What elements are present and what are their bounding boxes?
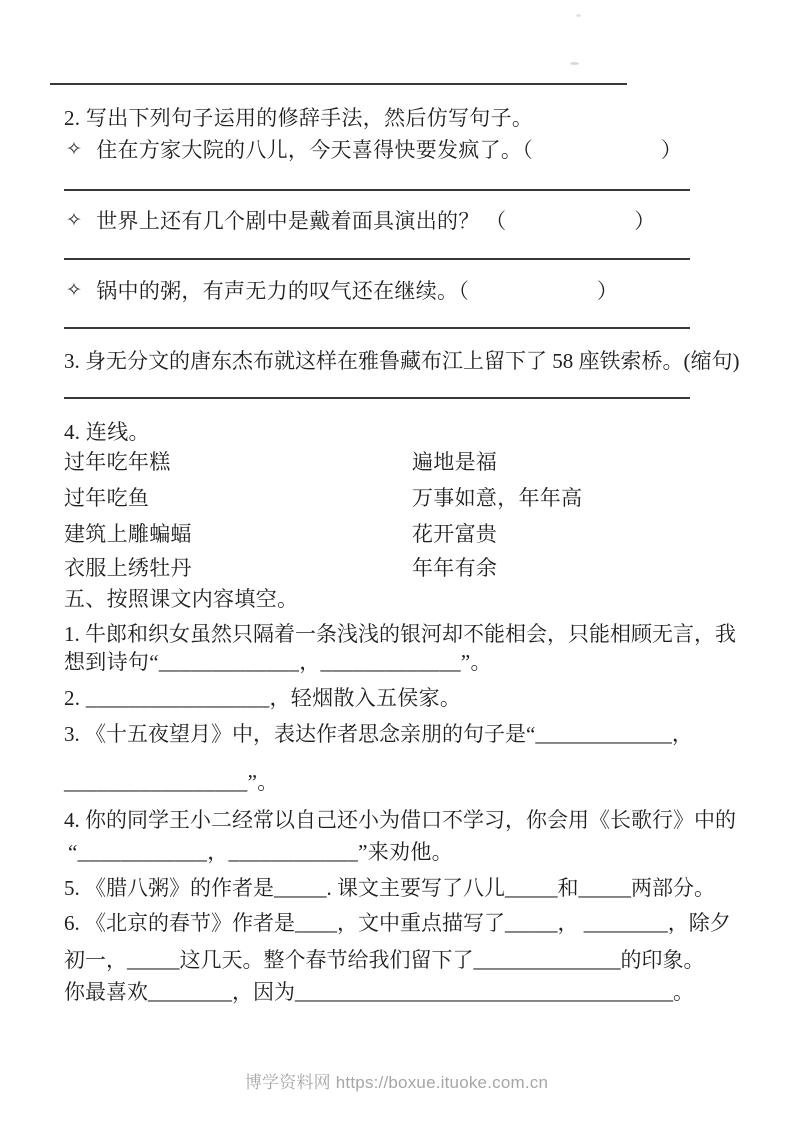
sentence-text: 世界上还有几个剧中是戴着面具演出的？ （ ） <box>96 209 656 233</box>
section-5-title: 五、按照课文内容填空。 <box>64 587 299 611</box>
section5-q6-line1: 6. 《北京的春节》作者是____，文中重点描写了_____， ________，除夕 <box>64 911 731 935</box>
match-left-item: 过年吃鱼 <box>64 486 150 510</box>
match-right-item: 万事如意，年年高 <box>412 486 583 510</box>
sparkle-bullet-icon: ✧ <box>66 210 83 231</box>
sentence-text: 住在方家大院的八儿，今天喜得快要发疯了。（ ） <box>96 138 683 162</box>
match-left-item: 衣服上绣牡丹 <box>64 556 192 580</box>
answer-line <box>64 327 690 329</box>
question-3-title: 3. 身无分文的唐东杰布就这样在雅鲁藏布江上留下了 58 座铁索桥。(缩句) <box>64 349 740 373</box>
section5-q6-line2: 初一，_____这几天。整个春节给我们留下了______________的印象。 <box>64 948 705 972</box>
scan-artifact <box>570 62 579 65</box>
section5-q4-line2: “____________，____________”来劝他。 <box>68 840 453 864</box>
question-2-item-1 <box>66 136 682 164</box>
answer-line <box>64 189 690 191</box>
answer-line <box>50 83 627 85</box>
question-2-title: 2. 写出下列句子运用的修辞手法，然后仿写句子。 <box>64 106 534 130</box>
match-row <box>64 520 497 548</box>
sparkle-bullet-icon: ✧ <box>66 139 83 160</box>
section5-q2-line: 2. _________________，轻烟散入五侯家。 <box>64 686 462 710</box>
sentence-text: 锅中的粥，有声无力的叹气还在继续。（ ） <box>96 279 619 303</box>
question-2-item-2 <box>66 207 656 235</box>
match-right-item: 花开富贵 <box>412 522 498 546</box>
match-row <box>64 554 497 582</box>
scan-artifact <box>576 14 581 17</box>
section5-q1-line2: 想到诗句“_____________，_____________”。 <box>64 650 492 674</box>
section5-q5-line: 5. 《腊八粥》的作者是_____. 课文主要写了八儿_____和_____两部分。 <box>64 876 715 900</box>
question-4-title: 4. 连线。 <box>64 420 150 444</box>
match-row <box>64 448 497 476</box>
section5-q6-line3: 你最喜欢________，因为____________________________________。 <box>64 980 694 1004</box>
answer-line <box>64 258 690 260</box>
watermark-footer: 博学资料网 https://boxue.ituoke.com.cn <box>244 1073 549 1092</box>
question-2-item-3 <box>66 277 618 305</box>
match-right-item: 年年有余 <box>412 556 498 580</box>
match-row <box>64 484 582 512</box>
match-right-item: 遍地是福 <box>412 450 498 474</box>
section5-q4-line1: 4. 你的同学王小二经常以自己还小为借口不学习，你会用《长歌行》中的 <box>64 808 736 832</box>
section5-q1-line1: 1. 牛郎和织女虽然只隔着一条浅浅的银河却不能相会，只能相顾无言，我 <box>64 622 736 646</box>
section5-q3-line1: 3. 《十五夜望月》中，表达作者思念亲朋的句子是“_____________， <box>64 722 693 746</box>
match-left-item: 建筑上雕蝙蝠 <box>64 522 192 546</box>
section5-q3-line2: _________________”。 <box>64 770 279 794</box>
match-left-item: 过年吃年糕 <box>64 450 171 474</box>
answer-line <box>64 397 690 399</box>
sparkle-bullet-icon: ✧ <box>66 280 83 301</box>
